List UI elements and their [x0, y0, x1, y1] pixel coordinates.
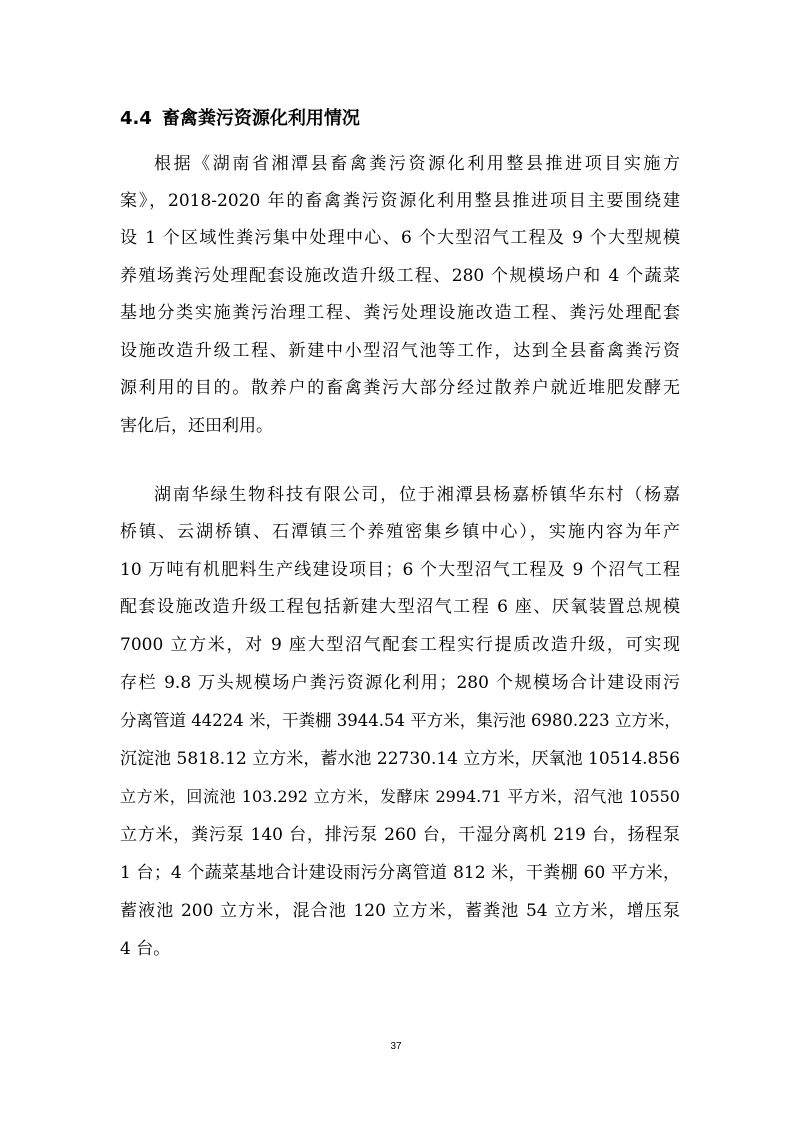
paragraph-line: 湖南华绿生物科技有限公司，位于湘潭县杨嘉桥镇华东村（杨嘉 [154, 485, 680, 505]
paragraph-line: 沉淀池 5818.12 立方米，蓄水池 22730.14 立方米，厌氧池 10514.856 [120, 749, 680, 769]
paragraph-line: 蓄液池 200 立方米，混合池 120 立方米，蓄粪池 54 立方米，增压泵 [120, 901, 680, 921]
paragraph-line: 4 台。 [120, 939, 171, 959]
paragraph-line: 桥镇、云湖桥镇、石潭镇三个养殖密集乡镇中心），实施内容为年产 [120, 522, 680, 542]
section-heading [120, 106, 680, 132]
paragraph-line: 设 1 个区域性粪污集中处理中心、6 个大型沼气工程及 9 个大型规模 [120, 228, 680, 248]
paragraph-line: 源利用的目的。散养户的畜禽粪污大部分经过散养户就近堆肥发酵无 [120, 378, 680, 398]
paragraph-line: 存栏 9.8 万头规模场户粪污资源化利用；280 个规模场合计建设雨污 [120, 673, 680, 693]
paragraph-line: 立方米，回流池 103.292 立方米，发酵床 2994.71 平方米，沼气池 10550 [120, 787, 680, 806]
paragraph-line: 案》，2018-2020 年的畜禽粪污资源化利用整县推进项目主要围绕建 [120, 191, 680, 211]
paragraph-line: 立方米，粪污泵 140 台，排污泵 260 台，干湿分离机 219 台，扬程泵 [120, 825, 680, 845]
paragraph-line: 设施改造升级工程、新建中小型沼气池等工作，达到全县畜禽粪污资 [120, 341, 680, 361]
section-title: 畜禽粪污资源化利用情况 [161, 108, 360, 129]
paragraph-line: 1 台；4 个蔬菜基地合计建设雨污分离管道 812 米，干粪棚 60 平方米， [120, 863, 680, 883]
section-number: 4.4 [120, 108, 152, 129]
paragraph-line: 10 万吨有机肥料生产线建设项目；6 个大型沼气工程及 9 个沼气工程 [120, 560, 680, 580]
page-number: 37 [390, 1041, 402, 1052]
paragraph-line: 基地分类实施粪污治理工程、粪污处理设施改造工程、粪污处理配套 [120, 303, 680, 323]
paragraph-line: 害化后，还田利用。 [120, 416, 273, 436]
paragraph-line: 分离管道 44224 米，干粪棚 3944.54 平方米，集污池 6980.223 立方米， [120, 711, 681, 730]
paragraph-line: 养殖场粪污处理配套设施改造升级工程、280 个规模场户和 4 个蔬菜 [120, 266, 680, 286]
paragraph-line: 配套设施改造升级工程包括新建大型沼气工程 6 座、厌氧装置总规模 [120, 597, 680, 617]
paragraph-line: 根据《湖南省湘潭县畜禽粪污资源化利用整县推进项目实施方 [154, 154, 680, 174]
paragraph-line: 7000 立方米，对 9 座大型沼气配套工程实行提质改造升级，可实现 [120, 635, 680, 655]
